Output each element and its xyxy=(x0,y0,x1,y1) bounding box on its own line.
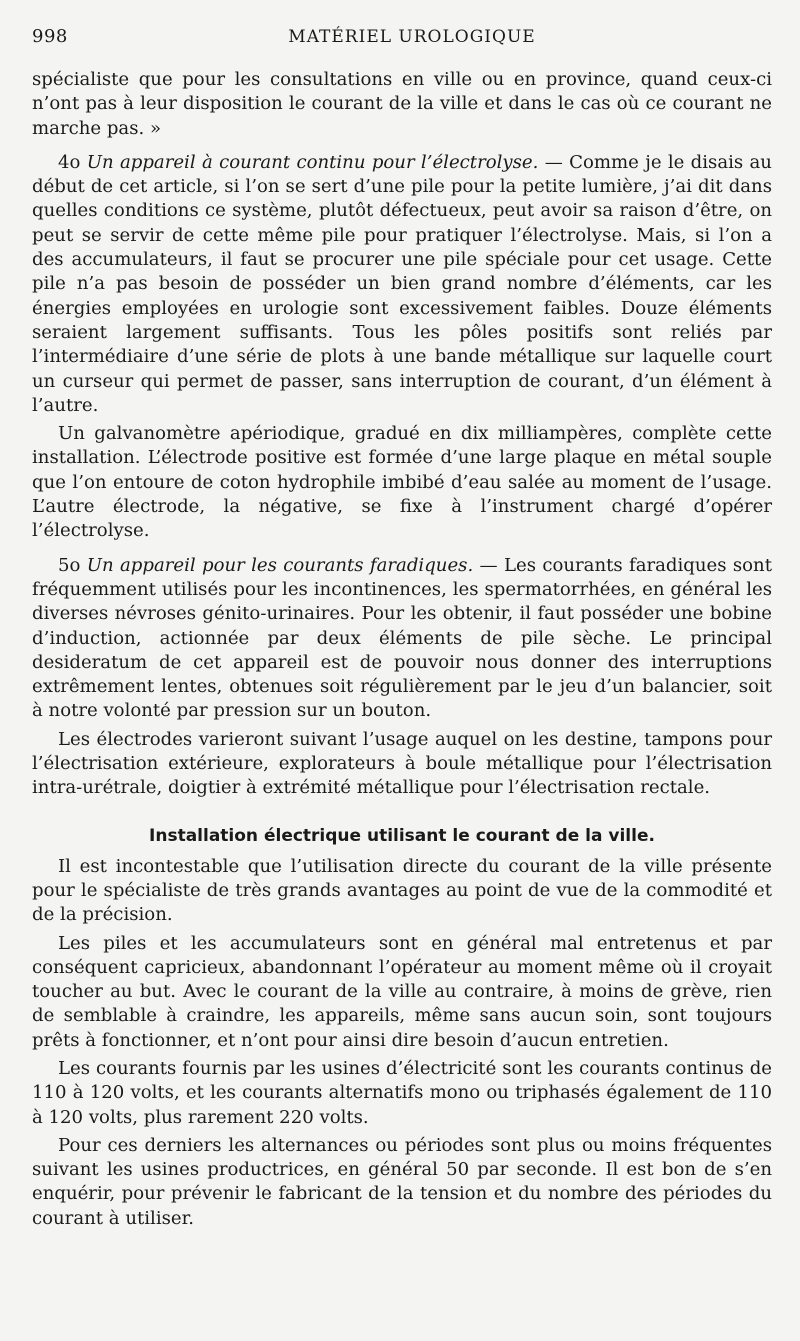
paragraph-electrolysis xyxy=(32,151,772,418)
item-title: Un appareil pour les courants faradiques. xyxy=(86,554,474,576)
item-title: Un appareil à courant continu pour l’électrolyse. xyxy=(86,151,539,173)
item-number: 4o xyxy=(58,151,81,173)
paragraph-city-current: Il est incontestable que l’utilisation directe du courant de la ville présente pour le spécialiste de très grands avantages au point de vue de la commodité et de la précision. xyxy=(32,855,772,926)
paragraph-currents: Les courants fournis par les usines d’électricité sont les courants continus de 110 à 120 volts, et les courants alternatifs mono ou triphasés également de 110 à 120 volts, plus rarement 220 volts. xyxy=(32,1057,772,1128)
item-number: 5o xyxy=(58,554,81,576)
running-head: MATÉRIEL UROLOGIQUE xyxy=(288,27,536,47)
section-heading: Installation électrique utilisant le courant de la ville. xyxy=(149,825,655,846)
paragraph-continuation: spécialiste que pour les consultations en ville ou en province, quand ceux-ci n’ont pas à leur disposition le courant de la ville et dans le cas où ce courant ne marche pas. » xyxy=(32,69,772,139)
page-header xyxy=(32,26,772,60)
paragraph-electrodes: Les électrodes varieront suivant l’usage auquel on les destine, tampons pour l’électrisation extérieure, explorateurs à boule métallique pour l’électrisation intra-urétrale, doigtier à extrémité métallique pour l’électrisation rectale. xyxy=(32,728,772,799)
body-text xyxy=(32,68,772,1231)
paragraph-batteries: Les piles et les accumulateurs sont en général mal entretenus et par conséquent capricieux, abandonnant l’opérateur au moment même où il croyait toucher au but. Avec le courant de la ville au contraire, à moins de grève, rien de semblable à craindre, les appareils, même sans aucun soin, sont toujours prêts à fonctionner, et n’ont pour ainsi dire besoin d’aucun entretien. xyxy=(32,932,772,1051)
item-text: — Les courants faradiques sont fréquemment utilisés pour les incontinences, les spermatorrhées, en général les diverses névroses génito-urinaires. Pour les obtenir, il faut posséder une bobine d’induction, actionnée par deux éléments de pile sèche. Le principal desideratum de cet appareil est de pouvoir nous donner des interruptions extrêmement lentes, obtenues soit régulièrement par le jeu d’un balancier, soit à notre volonté par pression sur un bouton. xyxy=(32,554,772,722)
paragraph-galvanometer: Un galvanomètre apériodique, gradué en dix milliampères, complète cette installation. L’électrode positive est formée d’une large plaque en métal souple que l’on entoure de coton hydrophile imbibé d’eau salée au moment de l’usage. L’autre électrode, la négative, se fixe à l’instrument chargé d’opérer l’électrolyse. xyxy=(32,423,772,542)
paragraph-faradic xyxy=(32,554,772,724)
item-text: — Comme je le disais au début de cet article, si l’on se sert d’une pile pour la petite lumière, j’ai dit dans quelles conditions ce système, plutôt défectueux, peut avoir sa raison d’être, on peut se servir de cette même pile pour pratiquer l’électrolyse. Mais, si l’on a des accumulateurs, il faut se procurer une pile spéciale pour cet usage. Cette pile n’a pas besoin de posséder un bien grand nombre d’éléments, car les énergies employées en urologie sont excessivement faibles. Douze éléments seraient largement suffisants. Tous les pôles positifs sont reliés par l’intermédiaire d’une série de plots à une bande métallique sur laquelle court un curseur qui permet de passer, sans interruption de courant, d’un élément à l’autre. xyxy=(32,151,772,416)
paragraph-periods: Pour ces derniers les alternances ou périodes sont plus ou moins fréquentes suivant les usines productrices, en général 50 par seconde. Il est bon de s’en enquérir, pour prévenir le fabricant de la tension et du nombre des périodes du courant à utiliser. xyxy=(32,1134,772,1229)
page-number: 998 xyxy=(32,26,68,47)
